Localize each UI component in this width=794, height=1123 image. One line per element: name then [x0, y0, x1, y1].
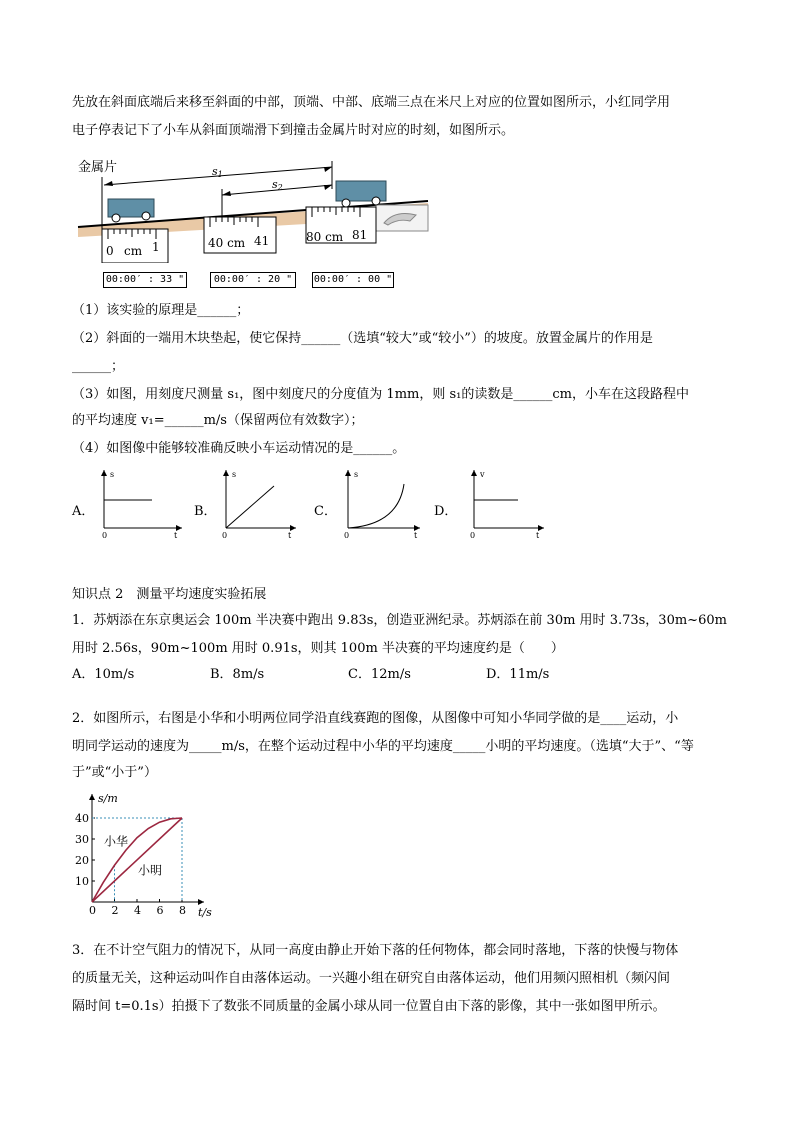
choice-c-label: C．: [314, 504, 337, 519]
choice-b-label: B．: [194, 504, 217, 519]
problem-2-line-3: 于”或“小于”）: [72, 765, 157, 780]
question-3b: 的平均速度 v₁=______m/s（保留两位有效数字）；: [72, 413, 364, 428]
y-tick-label-10: 10: [75, 875, 89, 888]
ruler-mid-40: 40 cm: [208, 236, 246, 250]
ruler-right-80: 80 cm: [306, 230, 344, 244]
x-axis-arrow: [198, 899, 204, 905]
y-tick-label-30: 30: [75, 833, 89, 846]
problem-2-line-1: 2．如图所示，右图是小华和小明两位同学沿直线赛跑的图像，从图像中可知小华同学做的是____运动，小: [72, 711, 679, 726]
problem-3-line-2: 的质量无关，这种运动叫作自由落体运动。一兴趣小组在研究自由落体运动，他们用频闪照相机（频闪间: [72, 971, 671, 986]
intro-line-2: 电子停表记下了小车从斜面顶端滑下到撞击金属片时对应的时刻，如图所示。: [72, 123, 515, 138]
graph-c-xaxis: t: [414, 531, 418, 540]
graph-a-xaxis: t: [174, 531, 178, 540]
problem-2-line-2: 明同学运动的速度为_____m/s，在整个运动过程中小华的平均速度_____小明的平均速度。（选填“大于”、“等: [72, 739, 694, 754]
problem-3-line-1: 3．在不计空气阻力的情况下，从同一高度由静止开始下落的任何物体，都会同时落地，下落的快慢与物体: [72, 943, 679, 958]
problem-1-line-1: 1．苏炳添在东京奥运会 100m 半决赛中跑出 9.83s，创造亚洲纪录。苏炳添在前 30m 用时 3.73s，30m~60m: [72, 613, 727, 628]
series-line-1: [92, 818, 182, 902]
problem-1-line-2: 用时 2.56s，90m~100m 用时 0.91s，则其 100m 半决赛的平均速度约是（ ）: [72, 641, 564, 656]
st-chart: [70, 790, 230, 924]
problem-1-option-c: C．12m/s: [348, 667, 411, 682]
graph-c-origin: 0: [344, 531, 350, 540]
problem-1-option-a: A．10m/s: [72, 667, 135, 682]
question-1: （1）该实验的原理是______；: [72, 303, 250, 318]
s2-label: s2: [272, 178, 283, 192]
problem-3-line-3: 隔时间 t=0.1s）拍摄下了数张不同质量的金属小球从同一位置自由下落的影像，其中一张如图甲所示。: [72, 999, 666, 1014]
problem-1-option-d: D．11m/s: [486, 667, 550, 682]
choice-d-label: D．: [434, 504, 458, 519]
graph-a-origin: 0: [102, 531, 108, 540]
graph-c-yaxis: s: [354, 470, 359, 479]
y-axis-label: s/m: [98, 792, 118, 805]
graph-choice-b: [218, 466, 302, 540]
graph-b-yaxis: s: [232, 470, 237, 479]
timer-mid: 00:00′ : 20 ": [210, 272, 296, 288]
y-tick-label-40: 40: [75, 812, 89, 825]
problem-1-option-b: B．8m/s: [210, 667, 265, 682]
ruler-left-1: 1: [152, 240, 160, 254]
timer-start: 00:00′ : 33 ": [103, 272, 187, 288]
x-axis-label: t/s: [198, 906, 212, 919]
graph-b-xaxis: t: [288, 531, 292, 540]
ruler-left-0: 0: [106, 244, 114, 258]
metal-plate-label: 金属片: [78, 160, 118, 175]
ruler-mid-41: 41: [254, 234, 270, 248]
graph-choice-a: [96, 466, 188, 540]
ruler-right-81: 81: [352, 228, 368, 242]
graph-choice-d: [466, 466, 550, 540]
intro-line-1: 先放在斜面底端后来移至斜面的中部，顶端、中部、底端三点在米尺上对应的位置如图所示，小红同学用: [72, 95, 671, 110]
x-tick-label-0: 0: [89, 904, 96, 917]
graph-d-origin: 0: [470, 531, 476, 540]
graph-b-origin: 0: [222, 531, 228, 540]
timer-end: 00:00′ : 00 ": [312, 272, 394, 288]
cart-top: [336, 181, 386, 207]
choice-a-label: A．: [72, 504, 95, 519]
graph-d-xaxis: t: [536, 531, 540, 540]
series-label-xiaoming: 小明: [138, 863, 163, 878]
x-tick-label-6: 6: [156, 904, 164, 917]
question-2a: （2）斜面的一端用木块垫起，使它保持______（选填“较大”或“较小”）的坡度。放置金属片的作用是: [72, 331, 653, 346]
cart-bottom: [108, 199, 154, 222]
y-axis-arrow: [89, 794, 95, 800]
x-tick-label-8: 8: [179, 904, 186, 917]
incline-figure: [72, 155, 432, 263]
y-tick-label-20: 20: [75, 854, 89, 867]
question-2b: ______；: [72, 359, 125, 374]
graph-a-yaxis: s: [110, 470, 115, 479]
x-tick-label-4: 4: [134, 904, 141, 917]
ruler-left-cm: cm: [124, 244, 143, 258]
graph-d-yaxis: v: [480, 470, 485, 479]
graph-choice-c: [340, 466, 426, 540]
question-3a: （3）如图，用刻度尺测量 s₁，图中刻度尺的分度值为 1mm，则 s₁的读数是______cm，小车在这段路程中: [72, 387, 689, 402]
x-tick-label-2: 2: [111, 904, 119, 917]
question-4: （4）如图像中能够较准确反映小车运动情况的是______。: [72, 441, 406, 456]
series-label-xiaohua: 小华: [104, 834, 129, 849]
s1-label: s1: [212, 165, 223, 179]
section-2-title: 知识点 2 测量平均速度实验拓展: [72, 587, 267, 602]
